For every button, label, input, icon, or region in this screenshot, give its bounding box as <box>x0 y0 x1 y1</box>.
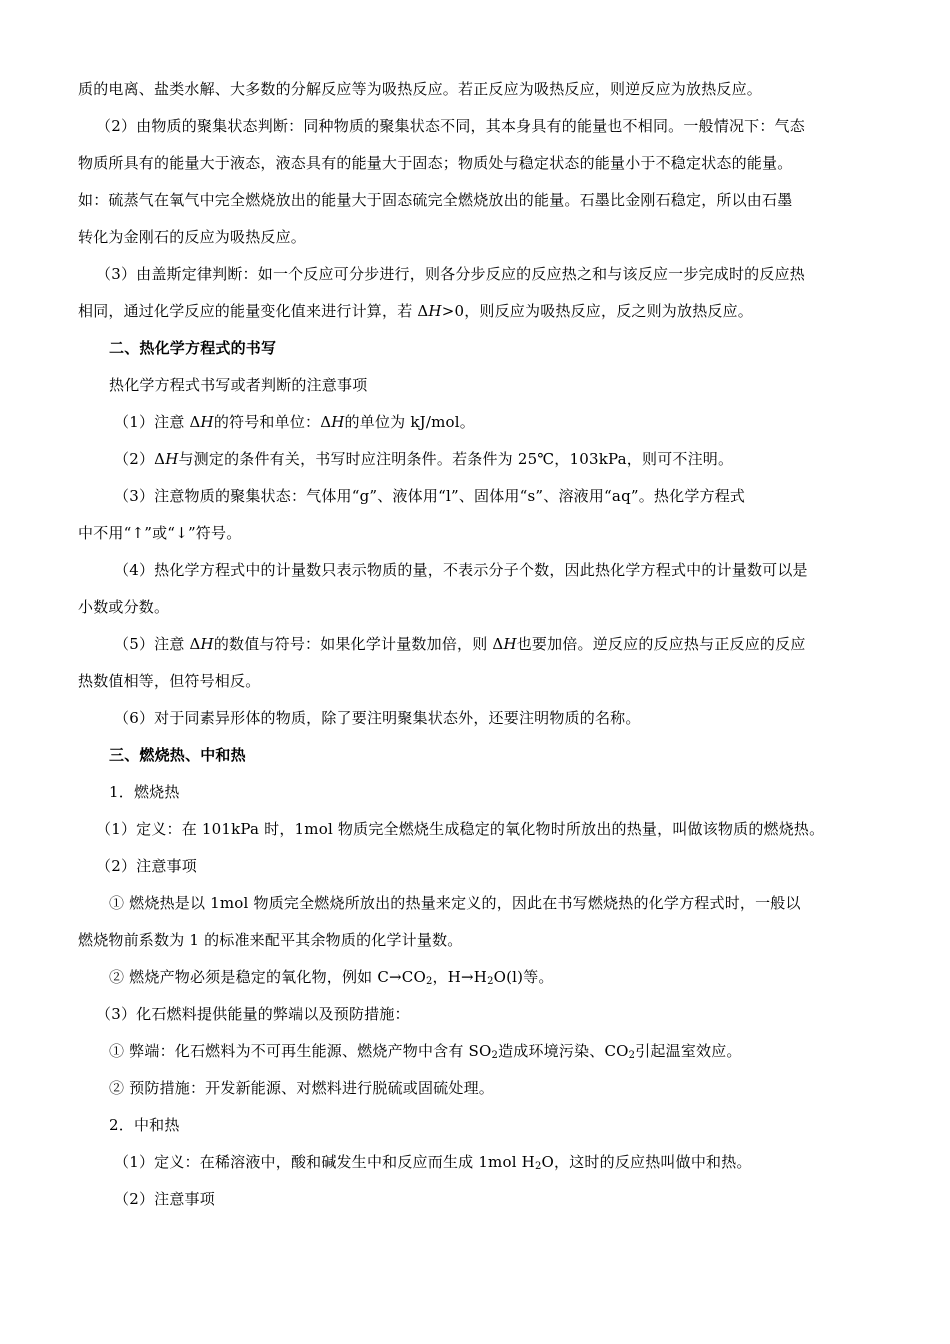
paragraph-line <box>109 967 554 987</box>
paragraph-line: 热化学方程式书写或者判断的注意事项 <box>109 376 368 394</box>
text-run: 也要加倍。逆反应的反应热与正反应的反应 <box>516 635 806 653</box>
section-heading: 二、热化学方程式的书写 <box>109 339 277 357</box>
subsection-heading: 1．燃烧热 <box>109 783 180 801</box>
paragraph-line <box>114 412 475 432</box>
paragraph-line: （3）注意物质的聚集状态：气体用“g”、液体用“l”、固体用“s”、溶液用“aq”。热化学方程式 <box>114 487 746 505</box>
paragraph-line: ② 预防措施：开发新能源、对燃料进行脱硫或固硫处理。 <box>109 1079 494 1097</box>
text-run: 造成环境污染、CO <box>498 1042 629 1060</box>
enthalpy-symbol: H <box>331 413 345 431</box>
text-run: （2）Δ <box>114 450 166 468</box>
subsection-heading: 2．中和热 <box>109 1116 180 1134</box>
paragraph-line <box>114 1152 752 1172</box>
enthalpy-symbol: H <box>503 635 517 653</box>
paragraph-line: 中不用“↑”或“↓”符号。 <box>78 524 242 542</box>
paragraph-line: （2）注意事项 <box>114 1190 215 1208</box>
paragraph-line: 如：硫蒸气在氧气中完全燃烧放出的能量大于固态硫完全燃烧放出的能量。石墨比金刚石稳定，所以由石墨 <box>78 191 793 209</box>
text-run: 的单位为 kJ/mol。 <box>344 413 475 431</box>
subscript: 2 <box>425 976 433 987</box>
paragraph-line: 热数值相等，但符号相反。 <box>78 672 261 690</box>
text-run: （1）定义：在稀溶液中，酸和碱发生中和反应而生成 1mol H <box>114 1153 535 1171</box>
paragraph-line: 质的电离、盐类水解、大多数的分解反应等为吸热反应。若正反应为吸热反应，则逆反应为放热反应。 <box>78 80 763 98</box>
paragraph-line: 物质所具有的能量大于液态，液态具有的能量大于固态；物质处与稳定状态的能量小于不稳定状态的能量。 <box>78 154 793 172</box>
text-run: >0，则反应为吸热反应，反之则为放热反应。 <box>441 302 754 320</box>
paragraph-line <box>78 301 753 321</box>
enthalpy-symbol: H <box>200 635 214 653</box>
paragraph-line <box>109 1041 742 1061</box>
paragraph-line: 小数或分数。 <box>78 598 170 616</box>
subscript: 2 <box>491 1050 499 1061</box>
text-run: 与测定的条件有关，书写时应注明条件。若条件为 25℃，103kPa，则可不注明。 <box>178 450 734 468</box>
paragraph-line: （1）定义：在 101kPa 时，1mol 物质完全燃烧生成稳定的氧化物时所放出的热量，叫做该物质的燃烧热。 <box>96 820 825 838</box>
text-run: ① 弊端：化石燃料为不可再生能源、燃烧产物中含有 SO <box>109 1042 492 1060</box>
text-run: （5）注意 Δ <box>114 635 201 653</box>
text-run: ② 燃烧产物必须是稳定的氧化物，例如 C→CO <box>109 968 426 986</box>
paragraph-line: （4）热化学方程式中的计量数只表示物质的量，不表示分子个数，因此热化学方程式中的计量数可以是 <box>114 561 808 579</box>
text-run: O，这时的反应热叫做中和热。 <box>541 1153 752 1171</box>
paragraph-line: （2）注意事项 <box>96 857 197 875</box>
text-run: （1）注意 Δ <box>114 413 201 431</box>
paragraph-line: （3）由盖斯定律判断：如一个反应可分步进行，则各分步反应的反应热之和与该反应一步完成时的反应热 <box>96 265 805 283</box>
paragraph-line: 燃烧物前系数为 1 的标准来配平其余物质的化学计量数。 <box>78 931 463 949</box>
enthalpy-symbol: H <box>428 302 442 320</box>
subscript: 2 <box>628 1050 636 1061</box>
paragraph-line <box>114 449 733 469</box>
enthalpy-symbol: H <box>165 450 179 468</box>
enthalpy-symbol: H <box>200 413 214 431</box>
text-run: 相同，通过化学反应的能量变化值来进行计算，若 Δ <box>78 302 429 320</box>
subscript: 2 <box>487 976 494 987</box>
paragraph-line: ① 燃烧热是以 1mol 物质完全燃烧所放出的热量来定义的，因此在书写燃烧热的化学方程式时，一般以 <box>109 894 801 912</box>
text-run: 引起温室效应。 <box>635 1042 742 1060</box>
paragraph-line: 转化为金刚石的反应为吸热反应。 <box>78 228 307 246</box>
paragraph-line: （6）对于同素异形体的物质，除了要注明聚集状态外，还要注明物质的名称。 <box>114 709 641 727</box>
text-run: 的数值与符号：如果化学计量数加倍，则 Δ <box>213 635 504 653</box>
text-run: ，H→H <box>432 968 488 986</box>
section-heading: 三、燃烧热、中和热 <box>109 746 246 764</box>
paragraph-line: （2）由物质的聚集状态判断：同种物质的聚集状态不同，其本身具有的能量也不相同。一般情况下：气态 <box>96 117 805 135</box>
paragraph-line: （3）化石燃料提供能量的弊端以及预防措施： <box>96 1005 410 1023</box>
text-run: O(l)等。 <box>493 968 554 986</box>
text-run: 的符号和单位：Δ <box>213 413 332 431</box>
subscript: 2 <box>534 1161 542 1172</box>
paragraph-line <box>114 634 806 654</box>
